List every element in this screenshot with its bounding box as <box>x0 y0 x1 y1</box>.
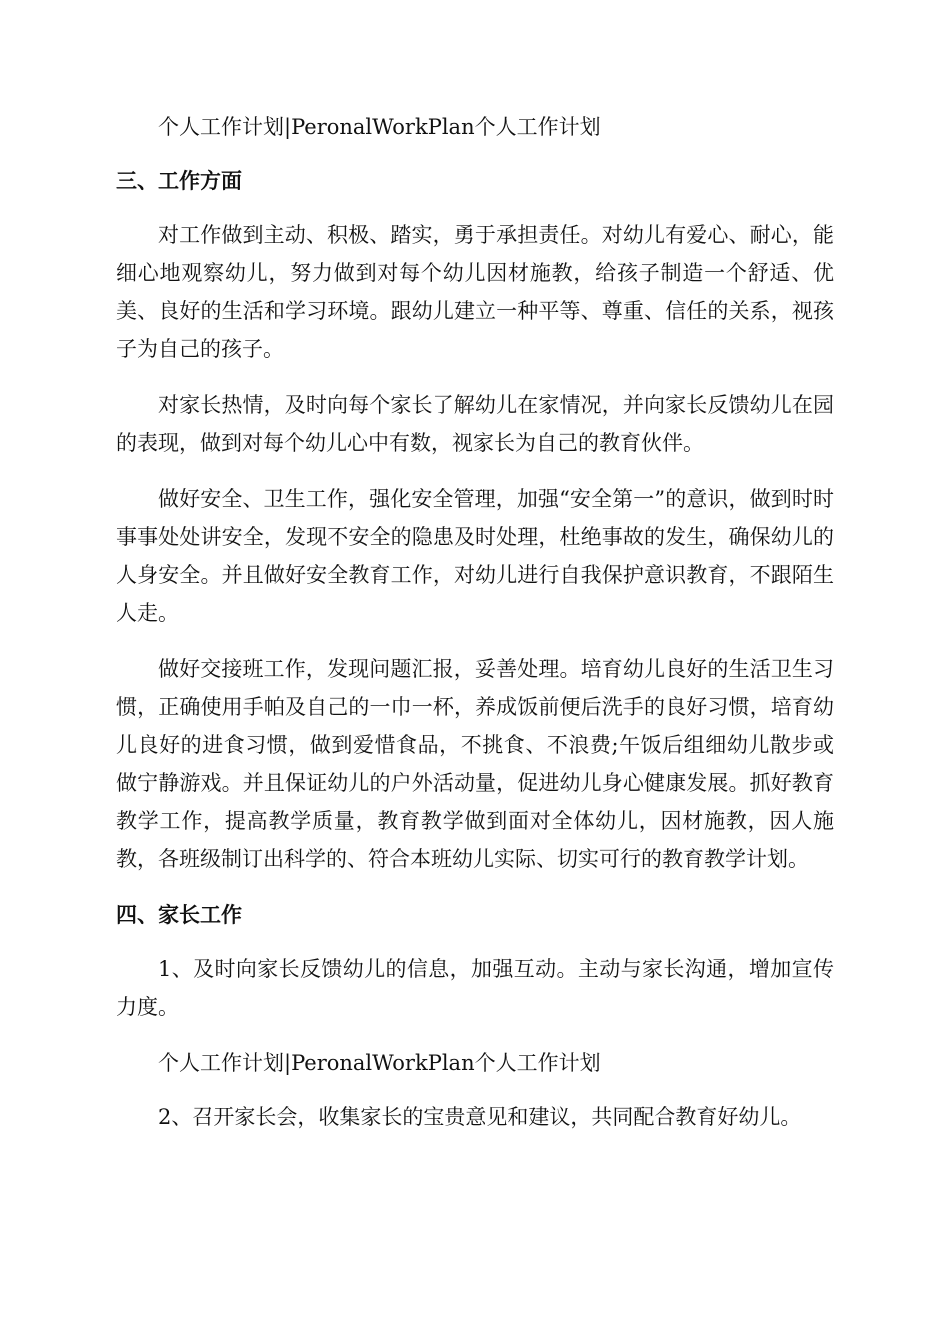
section-heading-parents: 四、家长工作 <box>116 903 242 927</box>
paragraph-safety: 做好安全、卫生工作，强化安全管理，加强“安全第一”的意识，做到时时事事处处讲安全，发现不安全的隐患及时处理，杜绝事故的发生，确保幼儿的人身安全。并且做好安全教育工作，对幼儿进行自我保护意识教育，不跟陌生人走。 <box>116 487 834 625</box>
paragraph-work-attitude: 对工作做到主动、积极、踏实，勇于承担责任。对幼儿有爱心、耐心，能细心地观察幼儿，努力做到对每个幼儿因材施教，给孩子制造一个舒适、优美、良好的生活和学习环境。跟幼儿建立一种平等、尊重、信任的关系，视孩子为自己的孩子。 <box>116 223 834 361</box>
section-heading-work: 三、工作方面 <box>116 169 242 193</box>
document-content <box>116 108 834 1154</box>
paragraph-parent-communication: 对家长热情，及时向每个家长了解幼儿在家情况，并向家长反馈幼儿在园的表现，做到对每个幼儿心中有数，视家长为自己的教育伙伴。 <box>116 393 834 455</box>
running-header-line-2: 个人工作计划|PeronalWorkPlan个人工作计划 <box>158 1051 601 1075</box>
paragraph-handover-teaching: 做好交接班工作，发现问题汇报，妥善处理。培育幼儿良好的生活卫生习惯，正确使用手帕及自己的一巾一杯，养成饭前便后洗手的良好习惯，培育幼儿良好的进食习惯，做到爱惜食品，不挑食、不浪费;午饭后组细幼儿散步或做宁静游戏。并且保证幼儿的户外活动量，促进幼儿身心健康发展。抓好教育教学工作，提高教学质量，教育教学做到面对全体幼儿，因材施教，因人施教，各班级制订出科学的、符合本班幼儿实际、切实可行的教育教学计划。 <box>116 657 834 871</box>
running-header-line: 个人工作计划|PeronalWorkPlan个人工作计划 <box>158 115 601 139</box>
paragraph-parent-feedback: 1、及时向家长反馈幼儿的信息，加强互动。主动与家长沟通，增加宣传力度。 <box>116 957 834 1019</box>
paragraph-parent-meeting: 2、召开家长会，收集家长的宝贵意见和建议，共同配合教育好幼儿。 <box>158 1105 802 1129</box>
